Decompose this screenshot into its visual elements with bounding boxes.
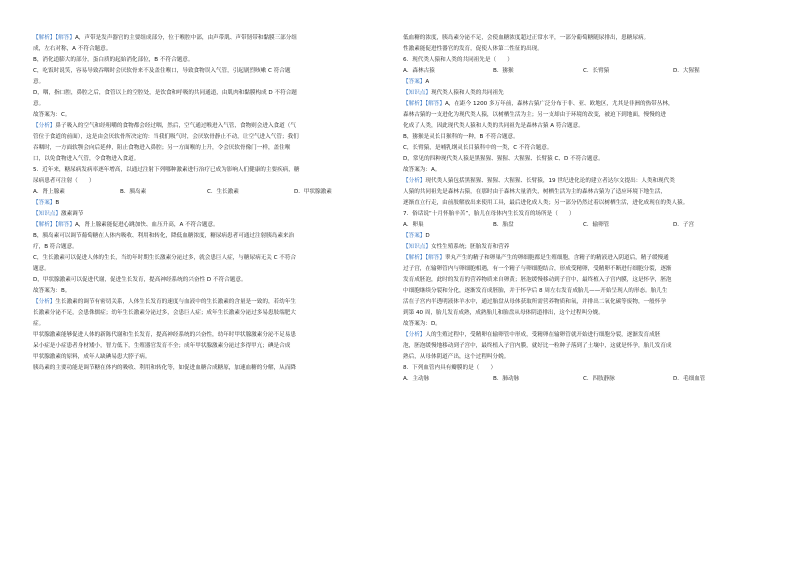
solution-tag: 【解答】	[425, 255, 445, 261]
q5-solution-line: D，甲状腺激素可以促进代谢，促进生长发育，提高神经系统的兴奋性 D 不符合题意。	[33, 277, 247, 283]
q7-answer: 故答案为：D。	[403, 321, 441, 327]
q4-solution-line	[33, 34, 381, 45]
q4-solution-text: A，声带是发声器官的主要组成部分，位于喉腔中部，由声带肌、声带韧带和黏膜三部分组	[74, 35, 297, 41]
q6-solution-line	[403, 100, 763, 111]
q8-option-a: A．主动脉	[403, 376, 430, 382]
q5-analysis-line: 甲状腺激素的原料，成年人缺碘易患大脖子病。	[33, 354, 151, 360]
q5-answer-line	[33, 199, 381, 210]
q6-answer: 故答案为：A。	[403, 167, 441, 173]
analysis-tag: 【解析】	[403, 101, 426, 107]
q4-solution-line: D，咽，指口腔，鼻腔之后，食管以上的空腔处，是饮食和呼吸的共同通道，由肌肉和黏膜构成 D 不符合题	[33, 90, 297, 96]
q7-solution-line	[403, 254, 763, 265]
q4-solution-line: 意。	[33, 79, 45, 85]
q5-stem: 5．近年来，糖尿病发病率逐年增高，以通过注射下列哪种激素进行治疗已成为影响人们健康的主要疾病，糖	[33, 167, 300, 173]
analysis-tag: 【解析】	[33, 222, 56, 228]
q7-stem: 7．俗话说“十月怀胎辛苦”，胎儿在母体内生长发育的场所是（ ）	[403, 211, 575, 217]
q6-answer-value: A	[425, 79, 430, 85]
q5-option-d: D．甲状腺激素	[294, 189, 332, 195]
knowledge-tag: 【知识点】	[403, 244, 431, 250]
q5-stem: 尿病患者可注射（ ）	[33, 178, 95, 184]
analysis-tag: 【分析】	[403, 332, 426, 338]
answer-tag: 【答案】	[33, 200, 56, 206]
q6-knowledge-line	[403, 89, 763, 100]
q7-solution-line: 过子宫，在输卵管内与卵细胞相遇，有一个精子与卵细胞结合，形成受精卵，受精卵不断进行细胞分裂，逐渐	[403, 266, 672, 272]
q5-solution-line: 疗，B 符合题意。	[33, 244, 78, 250]
knowledge-tag: 【知识点】	[33, 211, 61, 217]
q6-answer-line	[403, 78, 763, 89]
q7-analysis-line	[403, 331, 763, 342]
analysis-tag: 【分析】	[33, 299, 56, 305]
q6-solution-line: D，常见的四种现代类人猿是黑猩猩、猩猩、大猩猩、长臂猿 C、D 不符合题意。	[403, 156, 604, 162]
q5-knowledge-line	[33, 210, 381, 221]
q7-solution-line: 发育成胚泡，此时的发育的营养物质来自卵黄；胚泡缓慢移动到子宫中，最终植入子宫内膜，这是怀孕，胚泡	[403, 277, 672, 283]
q7-answer-line	[403, 232, 763, 243]
q7-solution-line: 中细胞继续分裂和分化，逐渐发育成胚胎，并于怀孕后 8 周左右发育成胎儿——开始呈现人的形态。胎儿生	[403, 288, 668, 294]
q7-analysis-line: 熟后，从母体阴道产出，这个过程叫分娩。	[403, 354, 510, 360]
q7-analysis-line: 泡，胚泡缓慢地移动到子宫中，最终植入子宫内膜，就好比一粒种子落到了土壤中，这就是怀孕，胎儿发育成	[403, 343, 672, 349]
q7-knowledge-value: 女性生殖系统；胚胎发育和营养	[430, 244, 510, 250]
q7-answer-value: D	[425, 233, 430, 239]
knowledge-tag: 【知识点】	[403, 90, 431, 96]
q4-analysis-line: 管位于食道的前面），这是由会厌软骨所决定的：当我们吸气时，会厌软骨静止不动，让空气进入气管；我们	[33, 134, 299, 140]
q5-analysis-line: 呆小症是小症患者身材矮小，智力低下，生殖器官发育不全；成年甲状腺激素分泌过多得甲亢；碘是合成	[33, 343, 291, 349]
q5-option-c: C．生长激素	[207, 189, 239, 195]
q6-option-d: D．大猩猩	[673, 68, 700, 74]
q8-options	[403, 375, 763, 386]
q5-option-b: B．胰岛素	[120, 189, 147, 195]
q5-solution-line	[33, 221, 381, 232]
q6-analysis-line: 人猿的共同祖先是森林古猿，在那时由于森林大量消失，树栖生活为主的森林古猿为了适应环境下地生活，	[403, 189, 666, 195]
q4-analysis-line	[33, 122, 381, 133]
q5-solution-line: B，胰岛素可以调节葡萄糖在人体内吸收、利用和转化，降低血糖浓度，糖尿病患者可通过注射胰岛素来治	[33, 233, 295, 239]
analysis-tag: 【分析】	[33, 123, 56, 129]
q5-knowledge-value: 激素调节	[60, 211, 84, 217]
q5-analysis-line: 甲状腺激素能够促进人体的新陈代谢和生长发育，提高神经系统的兴奋性，幼年时甲状腺激素分泌不足易患	[33, 332, 296, 338]
analysis-tag: 【解析】	[403, 255, 426, 261]
q7-option-a: A．卵巢	[403, 222, 424, 228]
q5-solution-line: C，生长激素可以促进人体的生长，当幼年时期生长激素分泌过多，就会患巨人症，与糖尿病无关 C 不符合	[33, 255, 297, 261]
q5-analysis-cont: 低血糖的浓度，胰岛素分泌不足，会使血糖浓度超过正常水平，一部分葡萄糖随尿排出，患糖尿病。	[403, 35, 650, 41]
q5-analysis-line: 长激素分泌不足，会患侏儒症；幼年生长激素分泌过多，会患巨人症；成年生长激素分泌过多易患肢端肥大	[33, 310, 296, 316]
q4-analysis-line: 口，以免食物进入气管，令食物进入食道。	[33, 156, 140, 162]
q7-option-c: C．输卵管	[583, 222, 610, 228]
solution-tag: 【解答】	[425, 101, 445, 107]
q6-solution-line: C，长臂猿，是哺乳纲灵长目猿科中的一类，C 不符合题意。	[403, 145, 553, 151]
q5-solution-line: 题意。	[33, 266, 50, 272]
q7-analysis-text: 人的生殖过程中，受精卵在输卵管中形成，受精卵在输卵管就开始进行细胞分裂，逐渐发育成胚	[425, 332, 661, 338]
q5-analysis-line: 胰岛素的主要功能是调节糖在体内的吸收、利用和转化等，如促进血糖合成糖原，加速血糖的分解，从而降	[33, 365, 296, 371]
q6-knowledge-value: 现代类人猿和人类的共同祖先	[430, 90, 504, 96]
q4-analysis-line: 吞咽时，一方面软颚会向后延伸，阻止食物进入鼻腔；另一方面喉的上升，令会厌软骨像门一样，盖住喉	[33, 145, 291, 151]
solution-tag: 【解答】	[55, 35, 75, 41]
q6-solution-line: 森林古猿的一支进化为现代类人猿，以树栖生活为主；另一支却由于环境的改变，被迫下到地面，慢慢的进	[403, 112, 666, 118]
q7-knowledge-line	[403, 243, 763, 254]
q6-solution-line: B，猕猴是灵长目猴科的一种，B 不符合题意。	[403, 134, 519, 140]
q4-solution-line: 成，左右对称，A 不符合题意。	[33, 46, 112, 52]
q6-analysis-line	[403, 177, 763, 188]
q7-solution-line: 到第 40 周，胎儿发育成熟，成熟胎儿和胎盘从母体阴道排出，这个过程叫分娩。	[403, 310, 604, 316]
solution-tag: 【解答】	[55, 222, 75, 228]
q4-solution-line: 意。	[33, 101, 45, 107]
q8-stem: 8．下列血管内具有瓣膜的是（ ）	[403, 365, 497, 371]
q5-analysis-line: 症。	[33, 321, 45, 327]
q8-option-d: D．毛细血管	[673, 376, 706, 382]
q5-answer-value: B	[55, 200, 60, 206]
q5-solution-text: A，肾上腺素能促进心跳加快、血压升高，A 不符合题意。	[74, 222, 219, 228]
q7-option-b: B．胎盘	[493, 222, 514, 228]
q6-options	[403, 67, 763, 78]
q5-answer: 故答案为：B。	[33, 288, 71, 294]
q8-option-c: C．四肢静脉	[583, 376, 615, 382]
q5-analysis-cont: 性激素能促进性器官的发育，促使人体第二性征的出现。	[403, 46, 543, 52]
q7-option-d: D．子宫	[673, 222, 695, 228]
q5-analysis-line	[33, 298, 381, 309]
analysis-tag: 【分析】	[403, 178, 426, 184]
q6-analysis-line: 逐渐直立行走，由前肢解放出来使用工具，最后进化成人类；另一部分仍然过着以树栖生活，进化成现在的类人猿。	[403, 200, 689, 206]
q7-solution-line: 活在子宫内半透明液体羊水中，通过胎盘从母体获取所需营养物质和氧，并排出二氧化碳等废物，一般怀孕	[403, 299, 666, 305]
left-column	[33, 34, 381, 375]
q6-solution-text: A，在距今 1200 多万年前，森林古猿广泛分布于非、亚、欧地区，尤其是非洲的热带丛林，	[444, 101, 674, 107]
q4-analysis-text: 鼻子吸入的空气和经咀嚼的食物都会经过咽，然后，空气通过喉进入气管，食物则会进入食道（气	[55, 123, 296, 129]
q6-option-b: B．猕猴	[493, 68, 514, 74]
q6-stem: 6．现代类人猿和人类的共同祖先是（ ）	[403, 57, 513, 63]
q6-option-a: A．森林古猿	[403, 68, 435, 74]
q7-options	[403, 221, 763, 232]
q4-solution-line: C，吃饭时说笑，容易导致吞咽时会厌软骨来不及盖住喉口，导致食物误入气管，引起剧烈咳嗽 C 符合题	[33, 68, 291, 74]
analysis-tag: 【解析】	[33, 35, 56, 41]
answer-tag: 【答案】	[403, 79, 426, 85]
q6-solution-line: 化成了人类，因此现代类人猿和人类的共同祖先是森林古猿 A 符合题意。	[403, 123, 584, 129]
q6-analysis-text: 现代类人猿包括黑猩猩、猩猩、大猩猩、长臂猿，19 世纪进化论的建立者达尔文提出：人类和现代类	[425, 178, 675, 184]
q5-analysis-text: 生长激素的调节有密切关系，人体生长发育的速度与血液中的生长激素的含量是一致的，若幼年生	[55, 299, 296, 305]
q6-option-c: C．长臂猿	[583, 68, 610, 74]
q5-options	[33, 188, 381, 199]
q8-option-b: B．肺动脉	[493, 376, 520, 382]
answer-tag: 【答案】	[403, 233, 426, 239]
right-column	[403, 34, 763, 386]
q7-solution-text: 睾丸产生的精子和卵巢产生的卵细胞都是生殖细胞，含精子的精液进入阴道后，精子缓慢通	[444, 255, 669, 261]
q4-answer: 故答案为：C。	[33, 112, 71, 118]
q4-solution-line: B，消化道膨大的部分，蛋白质的起始消化部位，B 不符合题意。	[33, 57, 194, 63]
q5-option-a: A．肾上腺素	[33, 189, 65, 195]
